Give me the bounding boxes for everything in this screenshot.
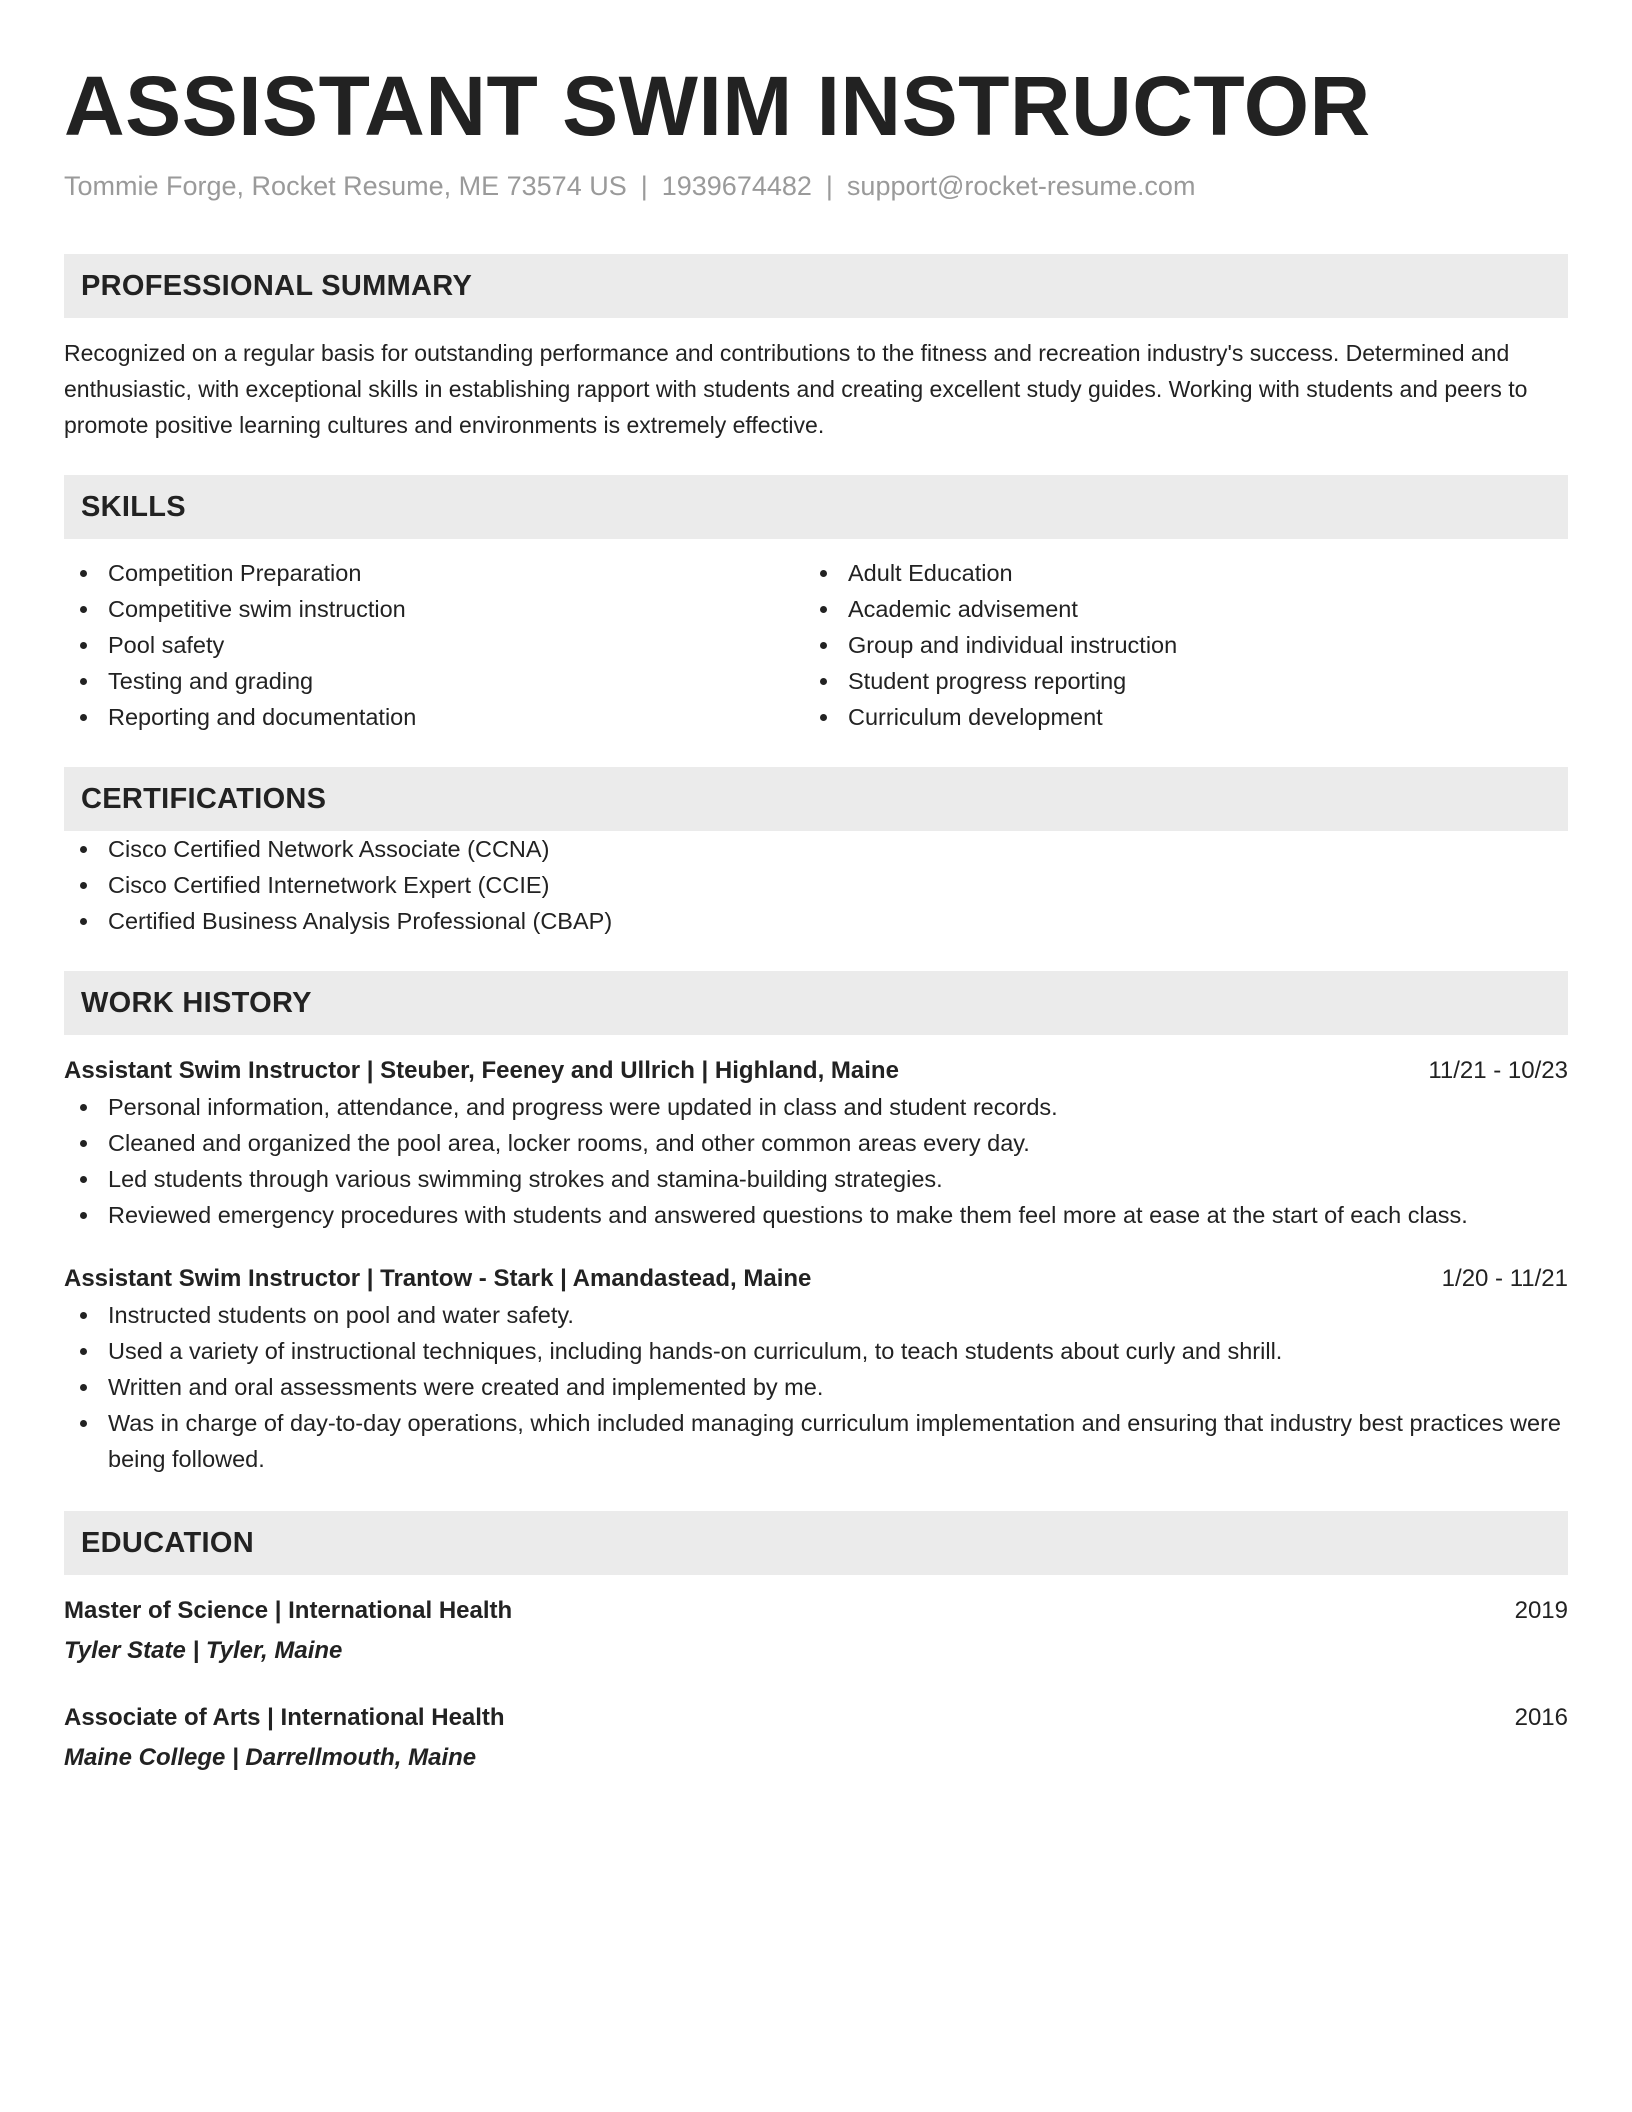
- skills-list-left: [64, 555, 804, 735]
- certifications-list: [64, 831, 1568, 939]
- skills-column-left: [64, 555, 804, 735]
- job-header: [64, 1053, 1568, 1089]
- skill-item: Reporting and documentation: [108, 699, 804, 735]
- job-title: Assistant Swim Instructor | Trantow - Stark | Amandastead, Maine: [64, 1265, 812, 1292]
- job-bullet: Cleaned and organized the pool area, locker rooms, and other common areas every day.: [108, 1125, 1568, 1161]
- skill-item: Student progress reporting: [848, 663, 1544, 699]
- job-bullets: [64, 1297, 1568, 1477]
- contact-address: Tommie Forge, Rocket Resume, ME 73574 US: [64, 171, 627, 201]
- job-bullet: Written and oral assessments were created and implemented by me.: [108, 1369, 1568, 1405]
- job-header: [64, 1261, 1568, 1297]
- certification-item: Cisco Certified Network Associate (CCNA): [108, 831, 1568, 867]
- education-school: Maine College | Darrellmouth, Maine: [64, 1744, 477, 1771]
- certification-item: Cisco Certified Internetwork Expert (CCIE): [108, 867, 1568, 903]
- skill-item: Competitive swim instruction: [108, 591, 804, 627]
- education-school: Tyler State | Tyler, Maine: [64, 1637, 343, 1664]
- section-header-work-history: WORK HISTORY: [64, 971, 1568, 1035]
- section-header-education: EDUCATION: [64, 1511, 1568, 1575]
- education-header: [64, 1593, 1568, 1629]
- summary-text: Recognized on a regular basis for outstanding performance and contributions to the fitness and recreation industry's success. Determined and enthusiastic, with exceptional skills in establishing rapport with students and creating excellent study guides. Working with students and peers to promote positive learning cultures and environments is extremely effective.: [64, 340, 1528, 438]
- contact-line: [64, 168, 1568, 204]
- education-year: 2016: [1514, 1704, 1568, 1731]
- job-dates: 11/21 - 10/23: [1428, 1057, 1568, 1084]
- contact-phone: 1939674482: [661, 171, 812, 201]
- skill-item: Curriculum development: [848, 699, 1544, 735]
- education-degree: Master of Science | International Health: [64, 1597, 513, 1624]
- job-bullet: Used a variety of instructional techniques, including hands-on curriculum, to teach students about curly and shrill.: [108, 1333, 1568, 1369]
- skill-item: Group and individual instruction: [848, 627, 1544, 663]
- job-bullet: Reviewed emergency procedures with students and answered questions to make them feel more at ease at the start of each class.: [108, 1197, 1568, 1233]
- skill-item: Adult Education: [848, 555, 1544, 591]
- skills-column-right: [804, 555, 1544, 735]
- section-header-certifications: CERTIFICATIONS: [64, 767, 1568, 831]
- contact-separator: |: [640, 171, 648, 201]
- skill-item: Testing and grading: [108, 663, 804, 699]
- education-year: 2019: [1514, 1597, 1568, 1624]
- contact-email: support@rocket-resume.com: [846, 171, 1196, 201]
- job-bullet: Led students through various swimming strokes and stamina-building strategies.: [108, 1161, 1568, 1197]
- skills-list-right: [804, 555, 1544, 735]
- contact-separator: |: [825, 171, 833, 201]
- skill-item: Academic advisement: [848, 591, 1544, 627]
- section-header-summary: PROFESSIONAL SUMMARY: [64, 254, 1568, 318]
- section-header-skills: SKILLS: [64, 475, 1568, 539]
- education-header: [64, 1700, 1568, 1736]
- skill-item: Competition Preparation: [108, 555, 804, 591]
- education-degree: Associate of Arts | International Health: [64, 1704, 505, 1731]
- resume-title: ASSISTANT SWIM INSTRUCTOR: [64, 59, 1371, 153]
- job-bullet: Was in charge of day-to-day operations, which included managing curriculum implementation and ensuring that industry best practices were being followed.: [108, 1405, 1568, 1477]
- skills-grid: [64, 555, 1568, 735]
- job-dates: 1/20 - 11/21: [1441, 1265, 1568, 1292]
- job-bullets: [64, 1089, 1568, 1233]
- job-bullet: Personal information, attendance, and progress were updated in class and student records.: [108, 1089, 1568, 1125]
- skill-item: Pool safety: [108, 627, 804, 663]
- job-title: Assistant Swim Instructor | Steuber, Feeney and Ullrich | Highland, Maine: [64, 1057, 899, 1084]
- job-bullet: Instructed students on pool and water safety.: [108, 1297, 1568, 1333]
- certification-item: Certified Business Analysis Professional (CBAP): [108, 903, 1568, 939]
